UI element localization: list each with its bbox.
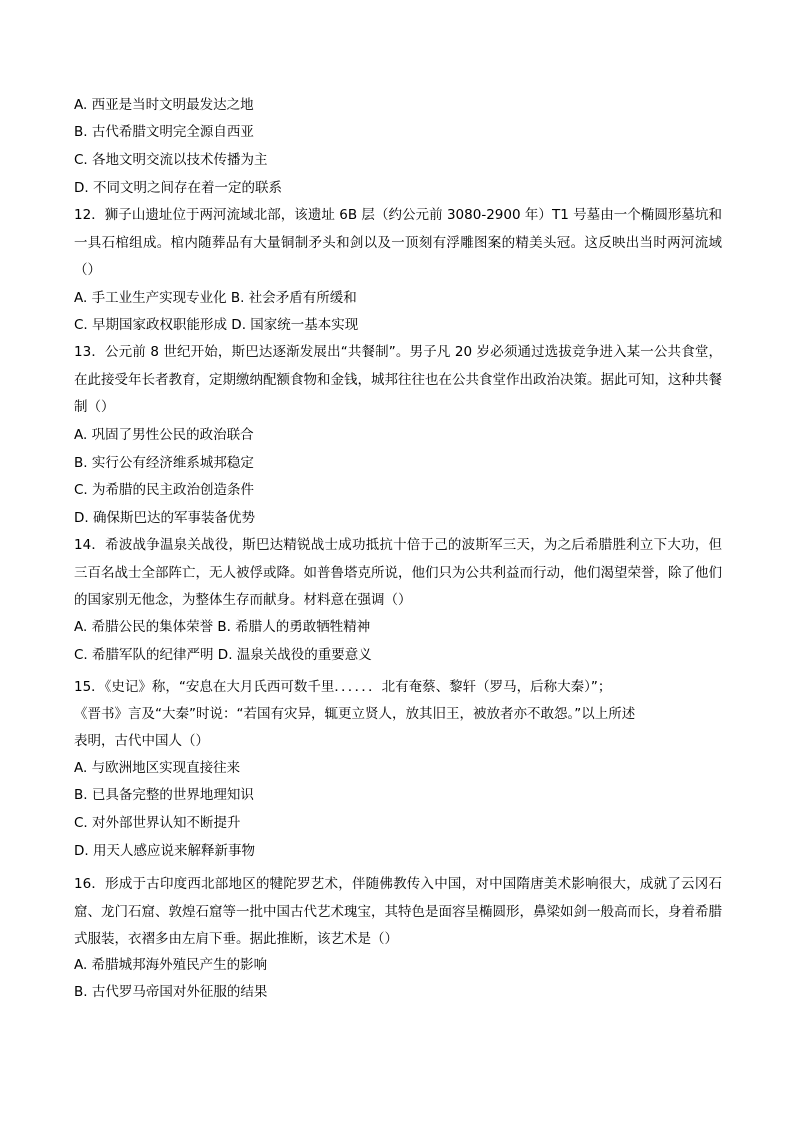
q15-option-b: B. 已具备完整的世界地理知识: [74, 787, 254, 803]
q16-option-a: A. 希腊城邦海外殖民产生的影响: [74, 957, 268, 973]
q13-stem: 13．公元前 8 世纪开始，斯巴达逐渐发展出“共餐制”。男子凡 20 岁必须通过选拔竞争进入某一公共食堂，在此接受年长者教育，定期缴纳配额食物和金钱，城邦往往也在公共食堂作出政治决策。据此可知，这种共餐制（）: [74, 344, 722, 415]
q13-option-b: B. 实行公有经济维系城邦稳定: [74, 455, 254, 471]
q11-option-c: C. 各地文明交流以技术传播为主: [74, 152, 268, 168]
q15-option-a: A. 与欧洲地区实现直接往来: [74, 760, 241, 776]
q15-option-c: C. 对外部世界认知不断提升: [74, 815, 241, 831]
q16-stem: 16．形成于古印度西北部地区的犍陀罗艺术，伴随佛教传入中国，对中国隋唐美术影响很大，成就了云冈石窟、龙门石窟、敦煌石窟等一批中国古代艺术瑰宝，其特色是面容呈椭圆形，鼻梁如剑一般高而长，身着希腊式服装，衣褶多由左肩下垂。据此推断，该艺术是（）: [74, 876, 722, 947]
q11-option-d: D. 不同文明之间存在着一定的联系: [74, 180, 282, 196]
q12-stem: 12．狮子山遗址位于两河流域北部，该遗址 6B 层（约公元前 3080-2900 年）T1 号墓由一个椭圆形墓坑和一具石棺组成。棺内随葬品有大量铜制矛头和剑以及一顶刻有浮雕图案的精美头冠。这反映出当时两河流域（）: [74, 207, 722, 278]
q14-options-ab: A. 希腊公民的集体荣誉 B. 希腊人的勇敢牺牲精神: [74, 619, 371, 635]
q15-stem-line-2: 《晋书》言及“大秦”时说：“若国有灾异，辄更立贤人，放其旧王，被放者亦不敢怨。”以上所述: [74, 706, 636, 722]
q12-options-cd: C. 早期国家政权职能形成 D. 国家统一基本实现: [74, 317, 359, 333]
q13-option-c: C. 为希腊的民主政治创造条件: [74, 482, 255, 498]
q15-stem-line-3: 表明，古代中国人（）: [74, 733, 209, 749]
q15-stem-line-1: 15．《史记》称，“安息在大月氏西可数千里．．．．．．北有奄蔡、黎轩（罗马，后称大秦）”；: [74, 679, 612, 695]
q13-option-d: D. 确保斯巴达的军事装备优势: [74, 510, 255, 526]
q11-option-a: A. 西亚是当时文明最发达之地: [74, 97, 254, 113]
q14-options-cd: C. 希腊军队的纪律严明 D. 温泉关战役的重要意义: [74, 647, 372, 663]
q15-option-d: D. 用天人感应说来解释新事物: [74, 843, 255, 859]
q11-option-b: B. 古代希腊文明完全源自西亚: [74, 124, 254, 140]
q16-option-b: B. 古代罗马帝国对外征服的结果: [74, 984, 268, 1000]
q12-options-ab: A. 手工业生产实现专业化 B. 社会矛盾有所缓和: [74, 290, 357, 306]
q13-option-a: A. 巩固了男性公民的政治联合: [74, 427, 254, 443]
q14-stem: 14．希波战争温泉关战役，斯巴达精锐战士成功抵抗十倍于己的波斯军三天，为之后希腊胜利立下大功，但三百名战士全部阵亡，无人被俘或降。如普鲁塔克所说，他们只为公共利益而行动，他们渴望荣誉，除了他们的国家别无他念，为整体生存而献身。材料意在强调（）: [74, 537, 722, 608]
